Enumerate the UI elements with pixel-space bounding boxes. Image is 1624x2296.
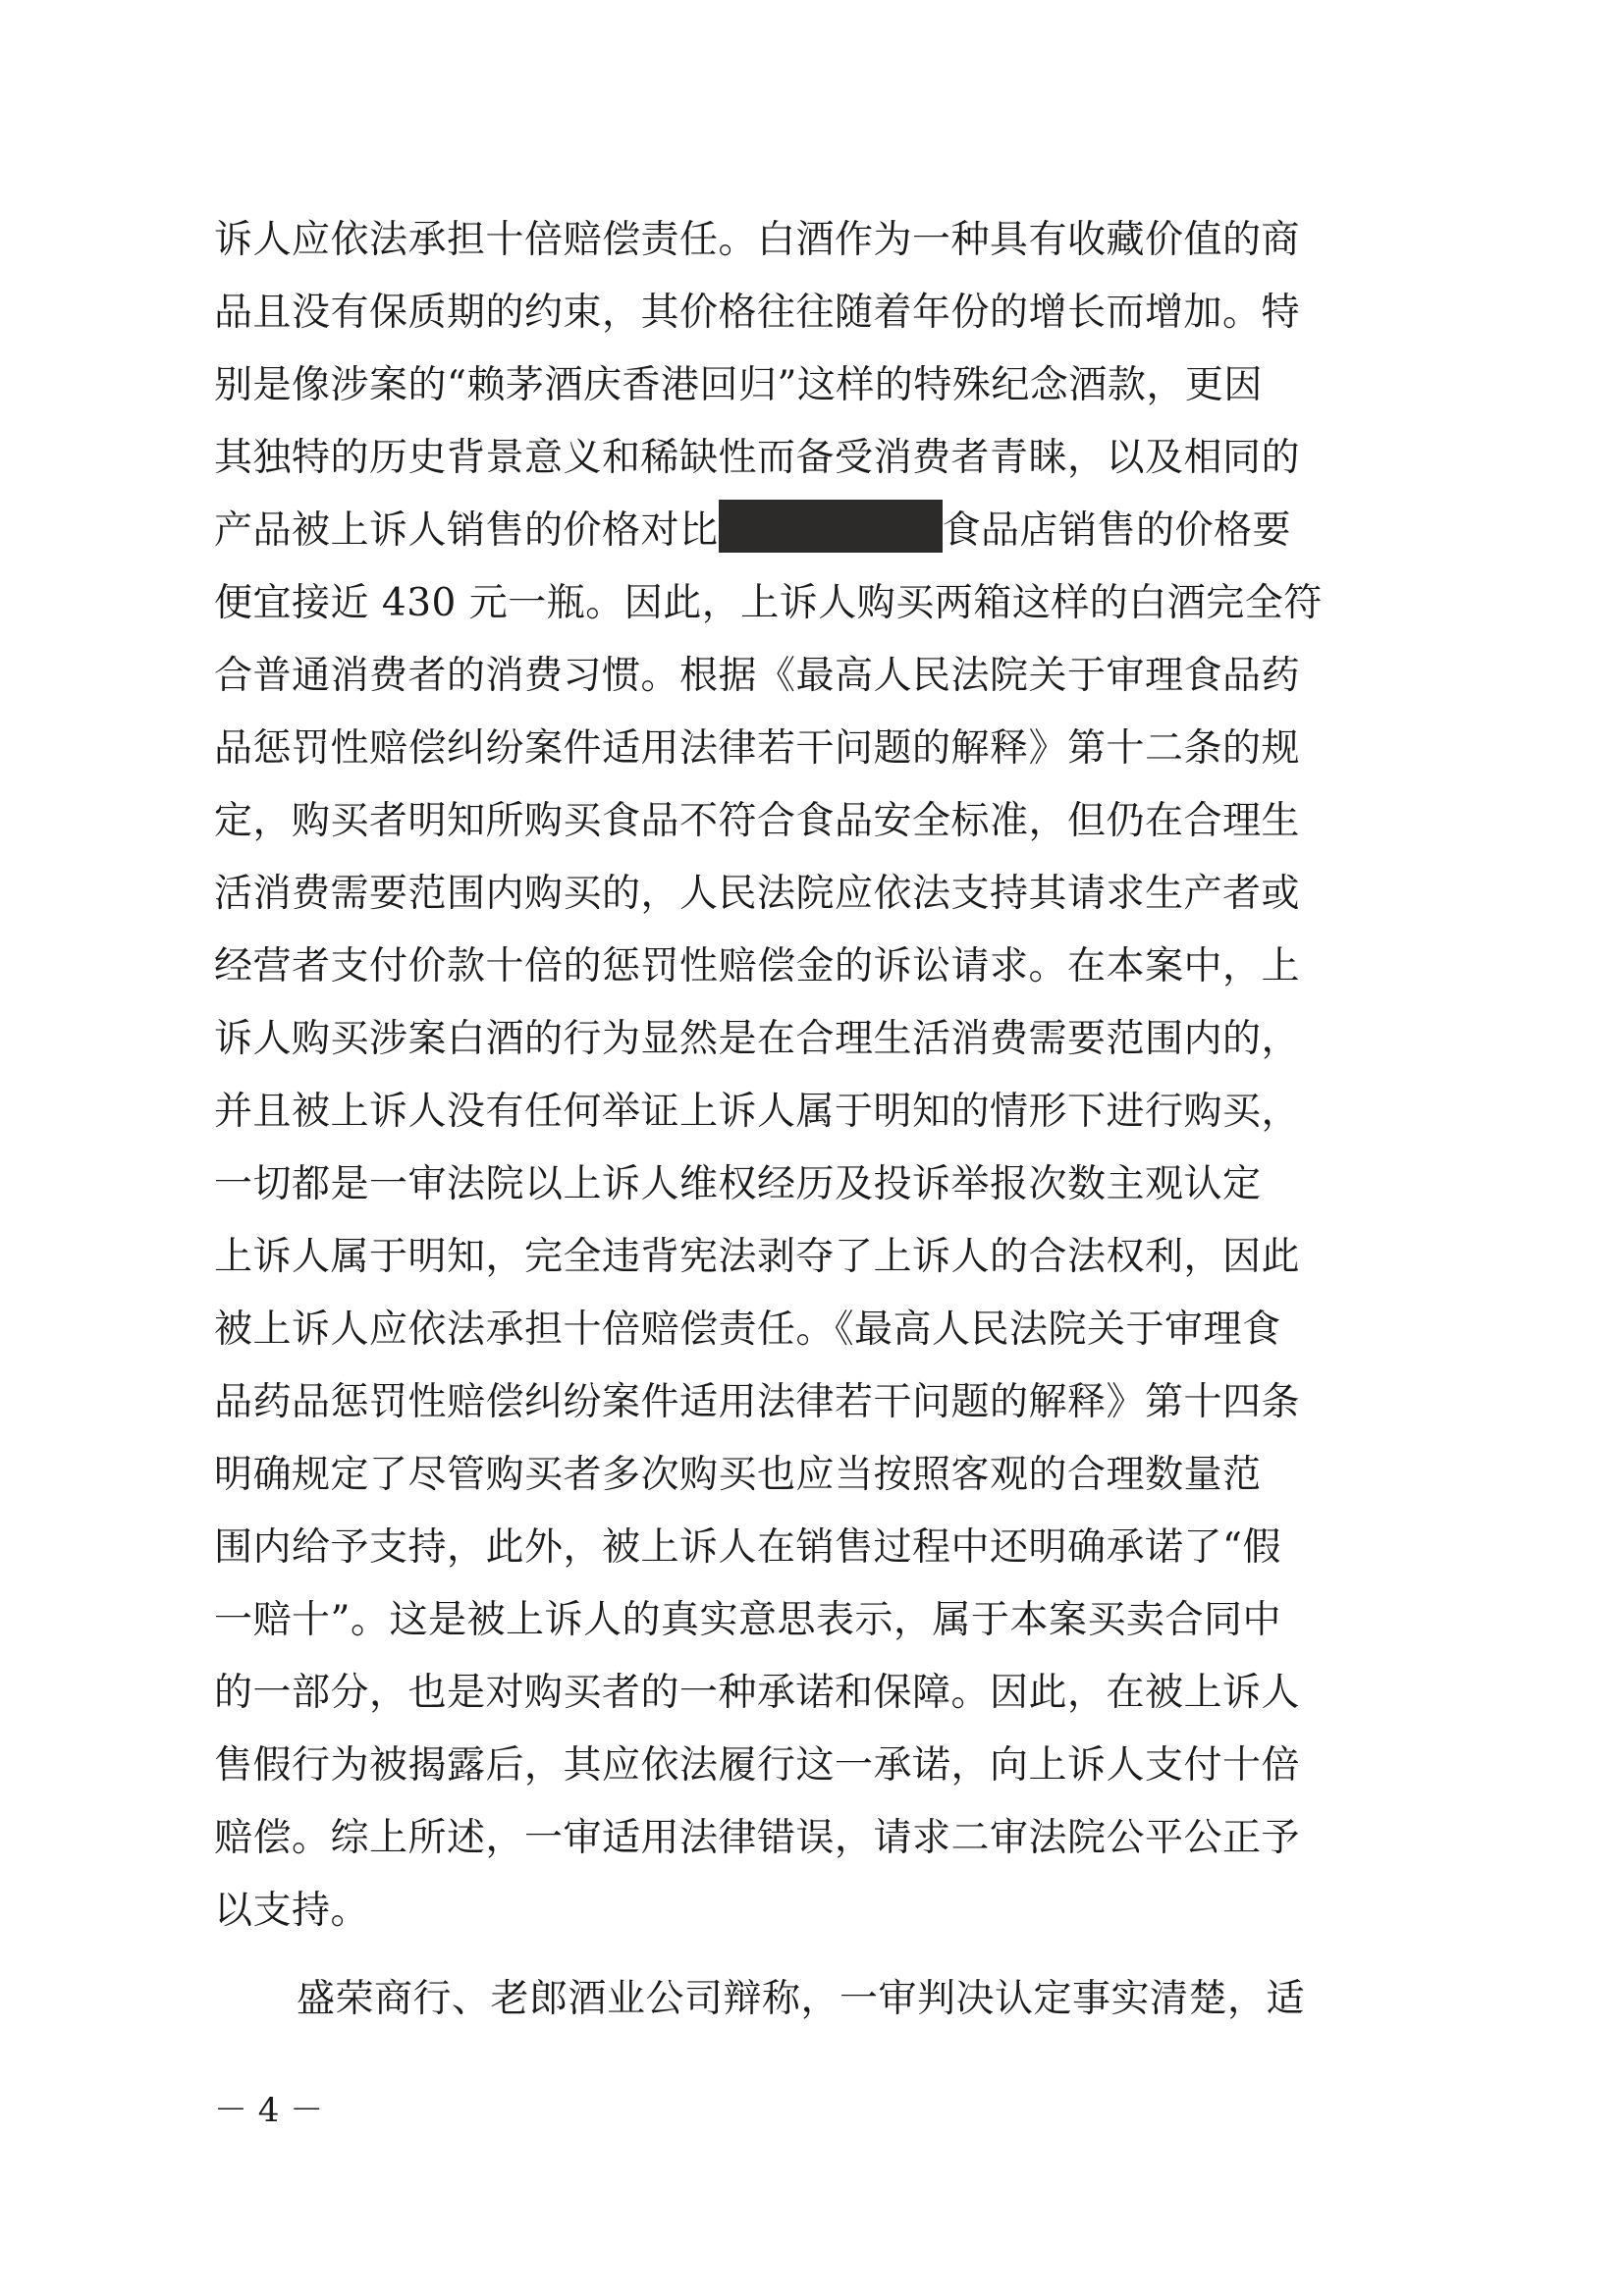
text-line: 诉人购买涉案白酒的行为显然是在合理生活消费需要范围内的， bbox=[214, 1017, 1301, 1061]
text-line: 合普通消费者的消费习惯。根据《最高人民法院关于审理食品药 bbox=[214, 654, 1301, 698]
text-line: 一赔十”。这是被上诉人的真实意思表示，属于本案买卖合同中 bbox=[214, 1598, 1281, 1642]
text-line: 一切都是一审法院以上诉人维权经历及投诉举报次数主观认定 bbox=[214, 1162, 1262, 1206]
text-line: 经营者支付价款十倍的惩罚性赔偿金的诉讼请求。在本案中，上 bbox=[214, 944, 1301, 988]
text-line: 被上诉人应依法承担十倍赔偿责任。《最高人民法院关于审理食 bbox=[214, 1308, 1281, 1352]
text-line: 别是像涉案的“赖茅酒庆香港回归”这样的特殊纪念酒款，更因 bbox=[214, 363, 1263, 407]
text-line: 围内给予支持，此外，被上诉人在销售过程中还明确承诺了“假 bbox=[214, 1525, 1281, 1570]
text-line: 上诉人属于明知，完全违背宪法剥夺了上诉人的合法权利，因此 bbox=[214, 1235, 1301, 1279]
text-line: 活消费需要范围内购买的，人民法院应依法支持其请求生产者或 bbox=[214, 872, 1301, 916]
text-segment: 食品店销售的价格要 bbox=[942, 508, 1292, 553]
text-line: 定，购买者明知所购买食品不符合食品安全标准，但仍在合理生 bbox=[214, 799, 1301, 843]
text-line: 并且被上诉人没有任何举证上诉人属于明知的情形下进行购买， bbox=[214, 1090, 1301, 1134]
text-segment: 产品被上诉人销售的价格对比 bbox=[214, 508, 719, 553]
text-line: 的一部分，也是对购买者的一种承诺和保障。因此，在被上诉人 bbox=[214, 1671, 1301, 1715]
text-line: 明确规定了尽管购买者多次购买也应当按照客观的合理数量范 bbox=[214, 1453, 1262, 1497]
document-body bbox=[214, 204, 1414, 2036]
text-line: 品药品惩罚性赔偿纠纷案件适用法律若干问题的解释》第十四条 bbox=[214, 1380, 1301, 1424]
text-line: 其独特的历史背景意义和稀缺性而备受消费者青睐，以及相同的 bbox=[214, 436, 1301, 480]
text-line: 品且没有保质期的约束，其价格往往随着年份的增长而增加。特 bbox=[214, 291, 1301, 335]
text-line: 诉人应依法承担十倍赔偿责任。白酒作为一种具有收藏价值的商 bbox=[214, 218, 1301, 262]
text-line-with-redaction bbox=[214, 495, 1414, 567]
text-line: 便宜接近 430 元一瓶。因此，上诉人购买两箱这样的白酒完全符 bbox=[214, 581, 1323, 625]
redaction-block bbox=[719, 500, 943, 553]
text-line: 以支持。 bbox=[214, 1889, 370, 1933]
text-line: 品惩罚性赔偿纠纷案件适用法律若干问题的解释》第十二条的规 bbox=[214, 726, 1301, 771]
page-number: － 4 － bbox=[214, 2091, 324, 2130]
paragraph-first-line: 盛荣商行、老郎酒业公司辩称，一审判决认定事实清楚，适 bbox=[297, 1977, 1306, 2021]
text-line: 售假行为被揭露后，其应依法履行这一承诺，向上诉人支付十倍 bbox=[214, 1743, 1301, 1788]
text-line: 赔偿。综上所述，一审适用法律错误，请求二审法院公平公正予 bbox=[214, 1816, 1301, 1860]
